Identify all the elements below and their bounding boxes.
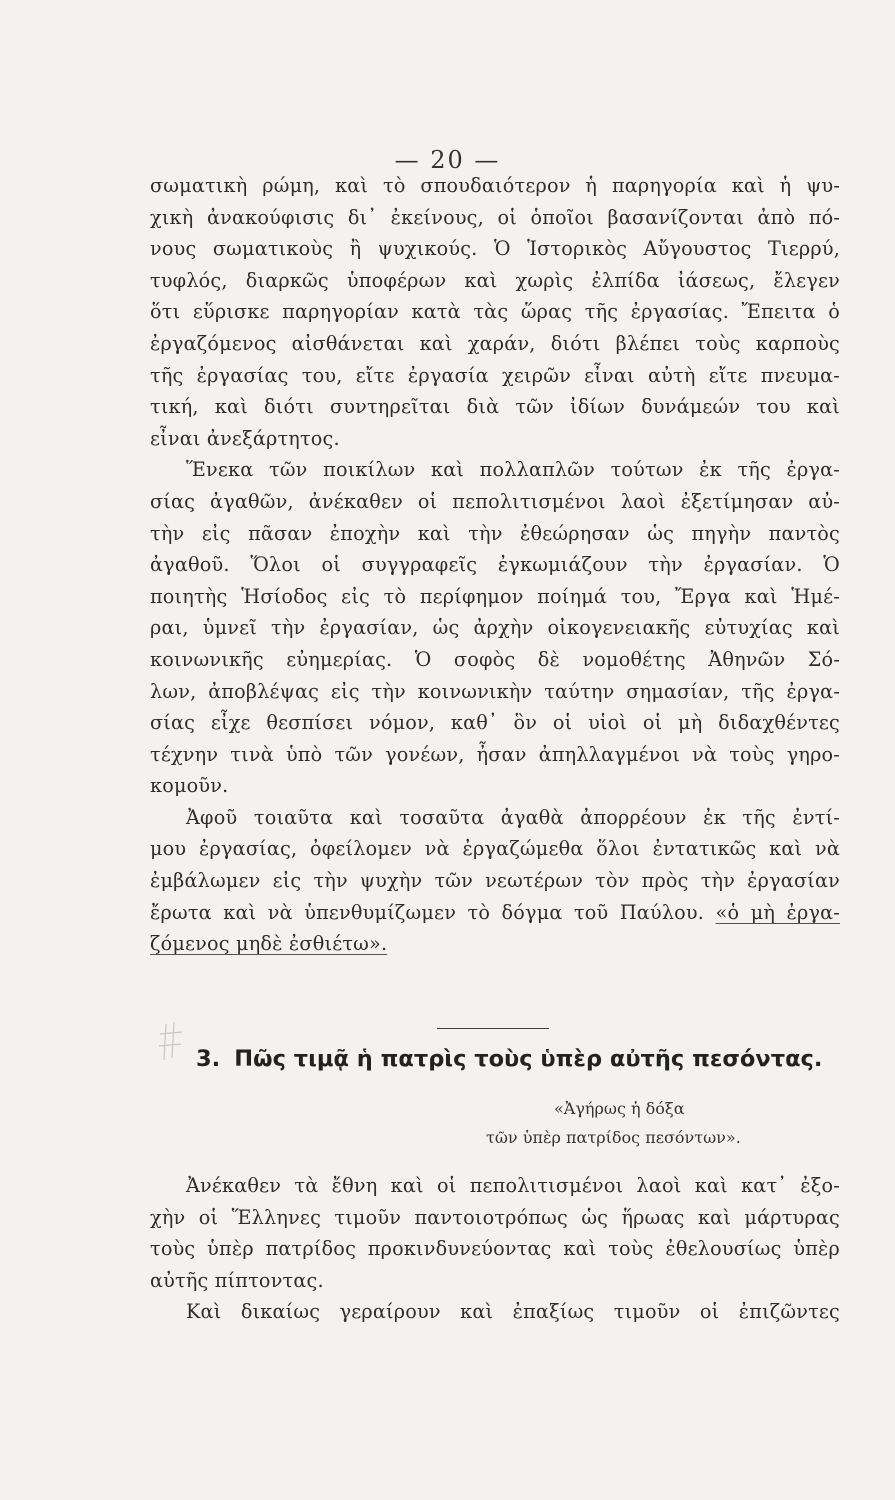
text-line: τυφλός, διαρκῶς ὑποφέρων καὶ χωρὶς ἐλπίδα ἰάσεως, ἔλεγεν <box>150 268 840 292</box>
text-line: τὴν εἰς πᾶσαν ἐποχὴν καὶ τὴν ἐθεώρησαν ὡς πηγὴν παντὸς <box>150 521 840 545</box>
text-line: χικὴ ἀνακούφισις δι᾽ ἐκείνους, οἱ ὁποῖοι βασανίζονται ἀπὸ πό- <box>150 205 840 229</box>
paragraph-3 <box>150 802 840 960</box>
text-line: ποιητὴς Ἡσίοδος εἰς τὸ περίφημον ποίημά του, Ἔργα καὶ Ἡμέ- <box>150 584 840 608</box>
text-line: τῆς ἐργασίας του, εἴτε ἐργασία χειρῶν εἶναι αὐτὴ εἴτε πνευμα- <box>150 363 840 387</box>
text-line: τέχνην τινὰ ὑπὸ τῶν γονέων, ἦσαν ἀπηλλαγμένοι νὰ τοὺς γηρο- <box>150 742 840 766</box>
text-line: σωματικὴ ρώμη, καὶ τὸ σπουδαιότερον ἡ παρηγορία καὶ ἡ ψυ- <box>150 174 840 197</box>
text-line: κομοῦν. <box>150 774 229 798</box>
text-line: κοινωνικῆς εὐημερίας. Ὁ σοφὸς δὲ νομοθέτης Ἀθηνῶν Σό- <box>150 647 840 671</box>
text-line: Ἕνεκα τῶν ποικίλων καὶ πολλαπλῶν τούτων ἐκ τῆς ἐργα- <box>186 458 840 482</box>
text-line: ἐμβάλωμεν εἰς τὴν ψυχὴν τῶν νεωτέρων τὸν πρὸς τὴν ἐργασίαν <box>150 869 840 893</box>
text-line: ὅτι εὕρισκε παρηγορίαν κατὰ τὰς ὥρας τῆς ἐργασίας. Ἔπειτα ὁ <box>150 300 840 324</box>
section-text-block <box>150 1170 840 1328</box>
text-line: ραι, ὑμνεῖ τὴν ἐργασίαν, ὡς ἀρχὴν οἰκογενειακῆς εὐτυχίας καὶ <box>150 616 840 640</box>
epigraph-line: «Ἀγήρως ἡ δόξα <box>554 1099 685 1118</box>
text-line: σίας εἶχε θεσπίσει νόμον, καθ᾽ ὃν οἱ υἱοὶ οἱ μὴ διδαχθέντες <box>150 711 840 735</box>
section-title: Πῶς τιμᾷ ἡ πατρὶς τοὺς ὑπὲρ αὐτῆς πεσόντας. <box>234 1046 823 1072</box>
paragraph-5 <box>150 1296 840 1328</box>
text-line: εἶναι ἀνεξάρτητος. <box>150 426 340 450</box>
text-line: Καὶ δικαίως γεραίρουν καὶ ἐπαξίως τιμοῦν οἱ ἐπιζῶντες <box>186 1300 840 1324</box>
main-text-block <box>150 170 840 960</box>
text-line: τοὺς ὑπὲρ πατρίδος προκινδυνεύοντας καὶ τοὺς ἐθελουσίως ὑπὲρ <box>150 1237 840 1261</box>
section-number: 3. <box>196 1046 221 1072</box>
text-line: νους σωματικοὺς ἢ ψυχικούς. Ὁ Ἱστορικὸς Αὔγουστος Τιερρύ, <box>150 237 840 261</box>
pauline-quote-start: «ὁ μὴ ἐργα- <box>715 900 840 924</box>
text-line-with-quote <box>150 928 840 960</box>
section-divider <box>437 1028 549 1029</box>
paragraph-1 <box>150 170 840 454</box>
text-line: ἐργαζόμενος αἰσθάνεται καὶ χαράν, διότι βλέπει τοὺς καρποὺς <box>150 331 840 355</box>
paragraph-2 <box>150 454 840 802</box>
page-number: — 20 — <box>394 146 501 174</box>
text-line: λων, ἀποβλέψας εἰς τὴν κοινωνικὴν ταύτην σημασίαν, τῆς ἐργα- <box>150 679 840 703</box>
text-line: τική, καὶ διότι συντηρεῖται διὰ τῶν ἰδίων δυνάμεών του καὶ <box>150 395 840 419</box>
text-line: μου ἐργασίας, ὀφείλομεν νὰ ἐργαζώμεθα ὅλοι ἐντατικῶς καὶ νὰ <box>150 837 840 861</box>
epigraph-line: τῶν ὑπὲρ πατρίδος πεσόντων». <box>486 1128 741 1147</box>
paragraph-4 <box>150 1170 840 1296</box>
text-line-with-quote <box>150 897 840 929</box>
text-line: χὴν οἱ Ἕλληνες τιμοῦν παντοιοτρόπως ὡς ἥρωας καὶ μάρτυρας <box>150 1205 840 1229</box>
section-heading <box>196 1046 836 1072</box>
epigraph <box>420 1094 790 1152</box>
text-line: Ἀφοῦ τοιαῦτα καὶ τοσαῦτα ἀγαθὰ ἀπορρέουν ἐκ τῆς ἐντί- <box>186 805 840 829</box>
text-line: σίας ἀγαθῶν, ἀνέκαθεν οἱ πεπολιτισμένοι λαοὶ ἐξετίμησαν αὐ- <box>150 489 840 513</box>
text-line: ἀγαθοῦ. Ὅλοι οἱ συγγραφεῖς ἐγκωμιάζουν τὴν ἐργασίαν. Ὁ <box>150 553 840 577</box>
pencil-mark-icon <box>158 1020 184 1064</box>
text-line: ἔρωτα καὶ νὰ ὑπενθυμίζωμεν τὸ δόγμα τοῦ Παύλου. <box>150 900 716 924</box>
text-line: αὐτῆς πίπτοντας. <box>150 1268 324 1292</box>
text-line: Ἀνέκαθεν τὰ ἔθνη καὶ οἱ πεπολιτισμένοι λαοὶ καὶ κατ᾽ ἐξο- <box>186 1174 840 1197</box>
pauline-quote-end: ζόμενος μηδὲ ἐσθιέτω». <box>150 932 388 956</box>
